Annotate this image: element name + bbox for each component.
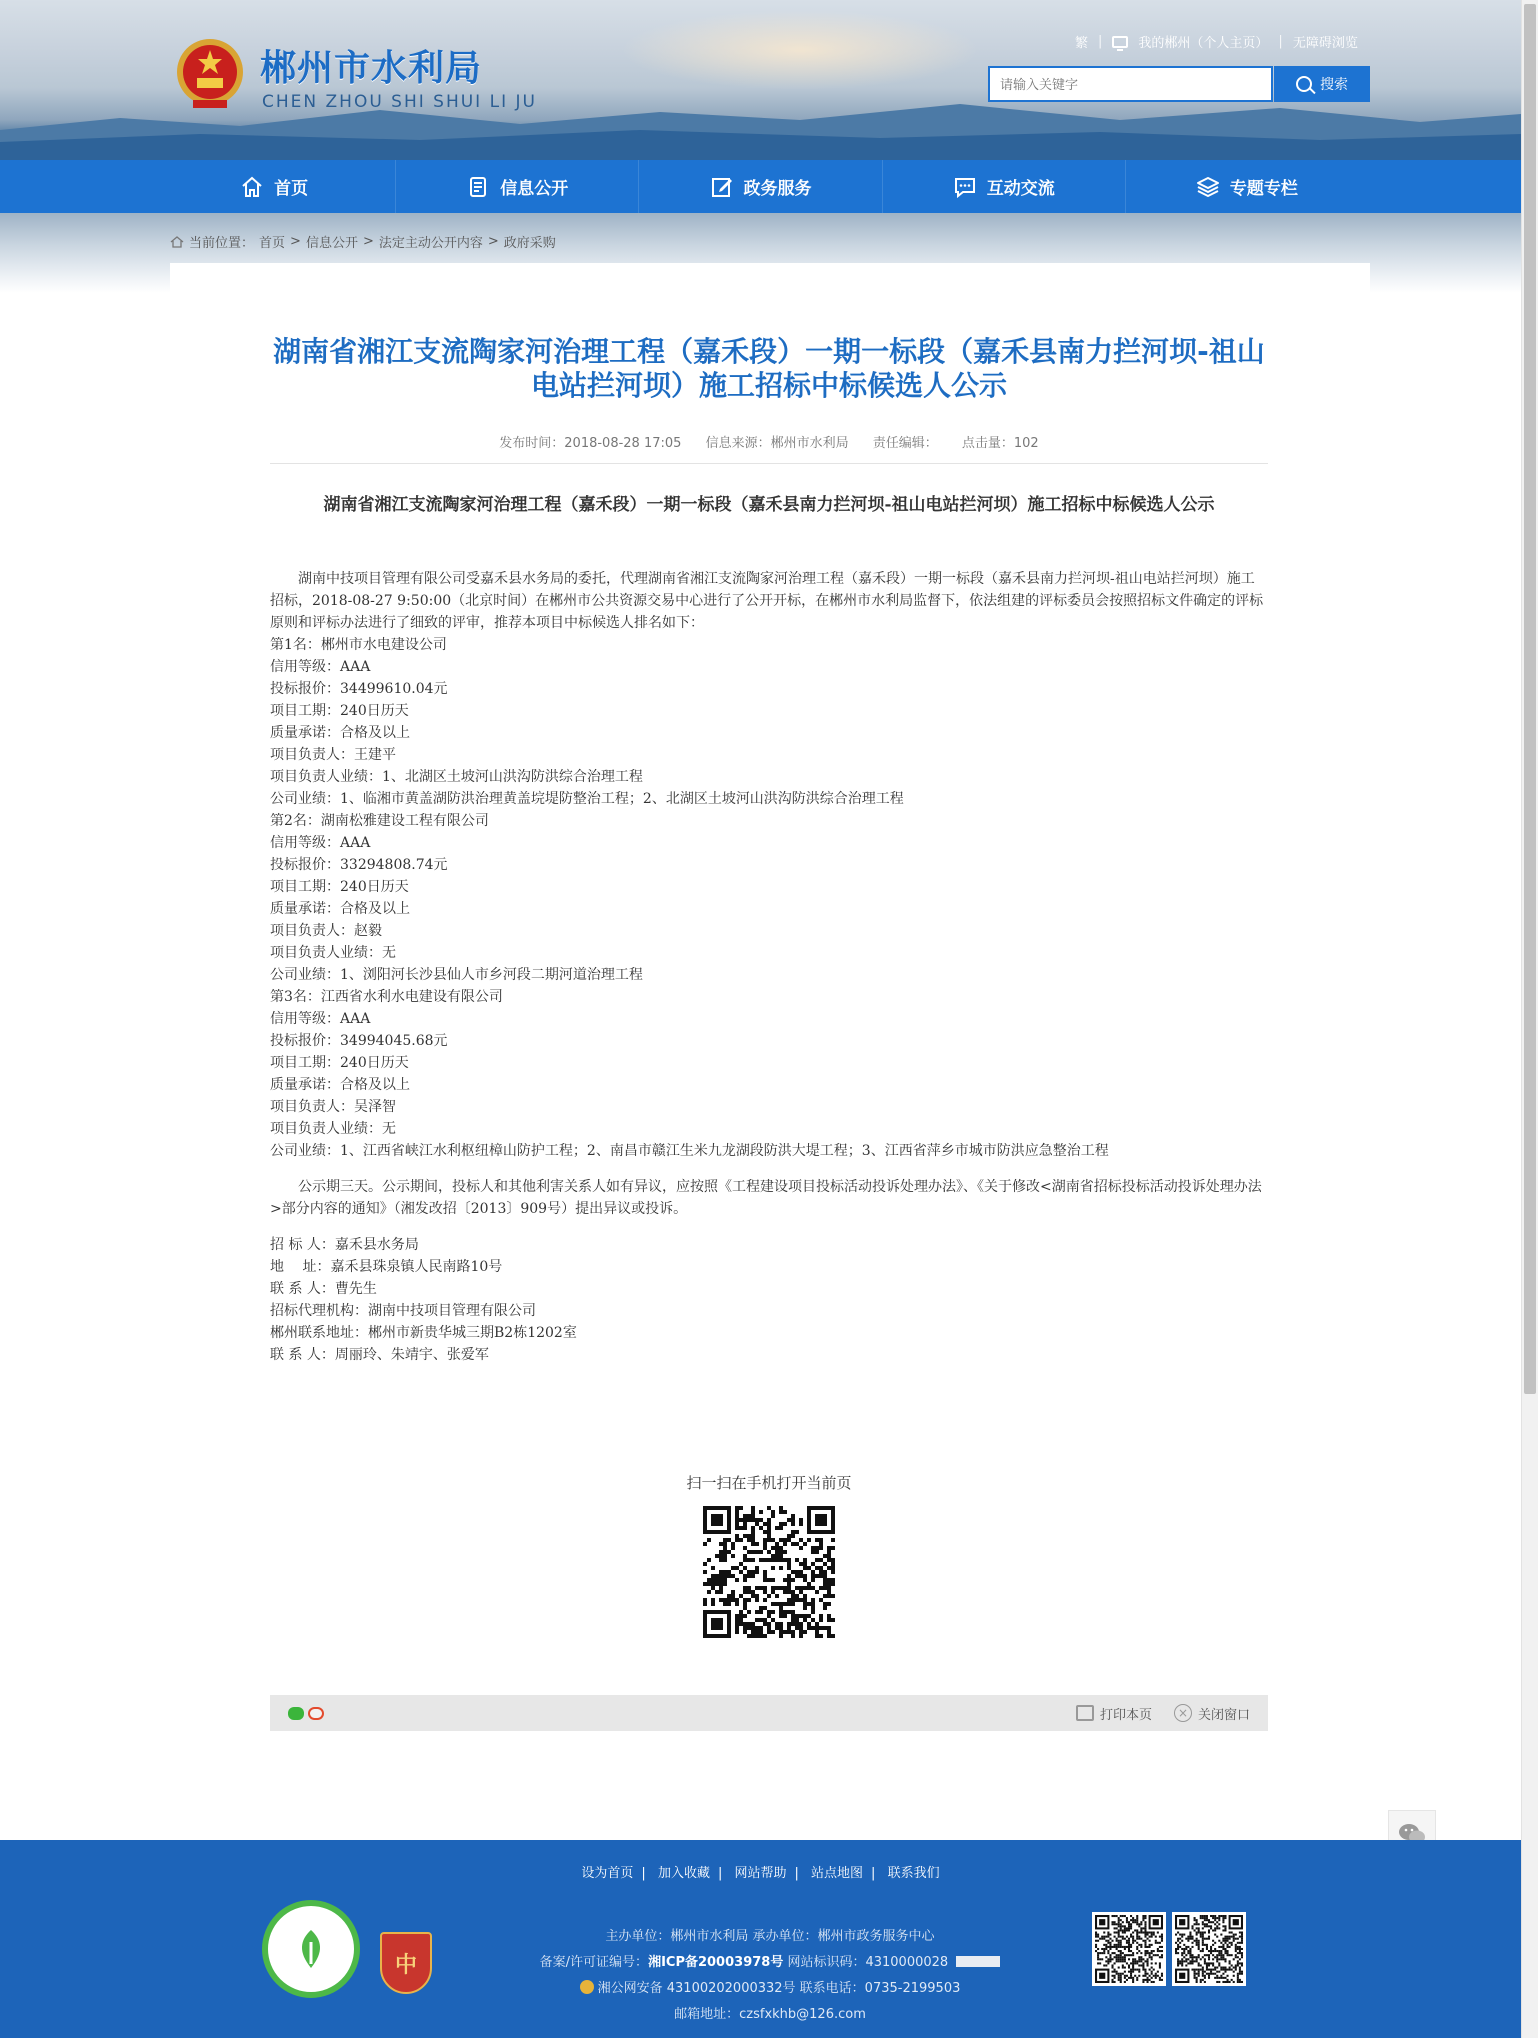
article-body [270,568,1268,1366]
footer-email: 邮箱地址：czsfxkhb@126.com [674,2007,866,2022]
nav-item-label: 信息公开 [500,179,569,199]
nav-item-home[interactable] [153,160,396,213]
print-page-label: 打印本页 [1099,1707,1152,1723]
icp-link[interactable]: 湘ICP备20003978号 [648,1955,784,1970]
article-title: 湖南省湘江支流陶家河治理工程（嘉禾段）一期一标段（嘉禾县南力拦河坝-祖山电站拦河坝）施工招标中标候选人公示 [273,335,1265,402]
info-source: 信息来源：郴州市水利局 [705,436,849,451]
contact-list [270,1234,1268,1366]
print-page-button[interactable] [1076,1704,1152,1723]
breadcrumb-prefix: 当前位置： [189,236,255,251]
contact-line: 郴州联系地址：郴州市新贵华城三期B2栋1202室 [270,1325,577,1341]
candidate-line: 项目负责人：赵毅 [270,923,382,939]
candidate-line: 第3名：江西省水利水电建设有限公司 [270,989,503,1005]
close-window-label: 关闭窗口 [1197,1707,1250,1723]
responsible-editor: 责任编辑： [872,436,938,451]
breadcrumb-separator: > [487,234,499,249]
close-icon: × [1174,1704,1192,1722]
close-window-button[interactable] [1174,1704,1250,1723]
top-links: 繁 | 我的郴州（个人主页） | 无障碍浏览 [1075,34,1358,51]
edit-icon [710,175,734,199]
traditional-chinese-link[interactable]: 繁 [1075,36,1089,51]
candidate-line: 投标报价：34994045.68元 [270,1033,448,1049]
nav-item-label: 首页 [274,179,309,199]
title-divider [270,463,1268,464]
candidate-line: 质量承诺：合格及以上 [270,1077,410,1093]
contact-line: 地 址：嘉禾县珠泉镇人民南路10号 [270,1259,503,1275]
candidate-line: 项目工期：240日历天 [270,1055,409,1071]
footer-record: 备案/许可证编号：湘ICP备20003978号 网站标识码：4310000028 [500,1950,1040,1976]
my-chenzhou-link[interactable]: 我的郴州（个人主页） [1138,36,1269,51]
candidate-line: 项目负责人：吴泽智 [270,1099,396,1115]
breadcrumb-info-disclosure[interactable]: 信息公开 [305,236,358,251]
qr-code-icon [703,1506,835,1638]
layers-icon [1196,175,1220,199]
candidate-line: 信用等级：AAA [270,1011,371,1027]
breadcrumb-separator: > [290,234,301,249]
footer-qr-code-1 [1092,1912,1166,1986]
candidate-line: 项目负责人业绩：无 [270,945,396,961]
nav-item-special-topics[interactable] [1126,160,1368,213]
site-logo-title[interactable]: 郴州市水利局 [260,48,483,89]
footer-links: 设为首页 | 加入收藏 | 网站帮助 | 站点地图 | 联系我们 [581,1866,940,1881]
national-emblem-icon [175,36,245,112]
monitor-icon [1112,36,1128,48]
wechat-share-icon[interactable] [288,1707,304,1720]
candidate-line: 第1名：郴州市水电建设公司 [270,637,447,653]
nav-item-info-disclosure[interactable] [396,160,639,213]
candidate-line: 公司业绩：1、浏阳河长沙县仙人市乡河段二期河道治理工程 [270,967,643,983]
article-subtitle: 湖南省湘江支流陶家河治理工程（嘉禾段）一期一标段（嘉禾县南力拦河坝-祖山电站拦河坝）施工招标中标候选人公示 [323,495,1215,515]
candidate-line: 公司业绩：1、临湘市黄盖湖防洪治理黄盖垸堤防整治工程；2、北湖区土坡河山洪沟防洪综合治理工程 [270,791,904,807]
candidate-line: 项目负责人：王建平 [270,747,396,763]
printer-icon [1076,1705,1094,1721]
nav-item-label: 政务服务 [743,179,812,199]
footer-link-homepage[interactable]: 设为首页 [581,1866,634,1881]
footer-sponsor: 主办单位：郴州市水利局 承办单位：郴州市政务服务中心 [605,1929,935,1944]
contact-line: 招 标 人：嘉禾县水务局 [270,1237,419,1253]
footer-police: 湘公网安备 43100202000332号 联系电话：0735-2199503 [500,1976,1040,2002]
article-notice: 公示期三天。公示期间，投标人和其他利害关系人如有异议，应按照《工程建设项目投标活动投诉处理办法》、《关于修改<湖南省招标投标活动投诉处理办法>部分内容的通知》（湘发改招〔2013〕909号）提出异议或投诉。 [270,1179,1262,1217]
click-count: 点击量：102 [961,436,1039,451]
contact-line: 联 系 人：曹先生 [270,1281,377,1297]
site-logo-subtitle: CHEN ZHOU SHI SHUI LI JU [262,92,537,112]
chat-icon [953,175,977,199]
home-icon [170,236,184,248]
article-intro: 湖南中技项目管理有限公司受嘉禾县水务局的委托，代理湖南省湘江支流陶家河治理工程（嘉禾段）一期一标段（嘉禾县南力拦河坝-祖山电站拦河坝）施工招标，2018-08-27 9:50:00（北京时间）在郴州市公共资源交易中心进行了公开开标，在郴州市水利局监督下，依法组建的评标委员会按照招标文件确定的评标原则和评标办法进行了细致的评审，推荐本项目中标候选人排名如下： [270,571,1264,631]
candidate-line: 信用等级：AAA [270,659,371,675]
publish-time: 发布时间：2018-08-28 17:05 [499,436,682,451]
footer [0,1840,1521,2038]
main-nav [0,160,1521,213]
qr-code-icon [1175,1915,1243,1983]
contact-line: 招标代理机构：湖南中技项目管理有限公司 [270,1303,536,1319]
civilized-website-badge-icon[interactable] [262,1900,360,1998]
breadcrumb-legal-disclosure[interactable]: 法定主动公开内容 [378,236,483,251]
footer-link-sitemap[interactable]: 站点地图 [811,1866,864,1881]
footer-link-contact[interactable]: 联系我们 [887,1866,940,1881]
candidate-line: 项目负责人业绩：1、北湖区土坡河山洪沟防洪综合治理工程 [270,769,643,785]
nav-item-interaction[interactable] [883,160,1126,213]
search-button-label: 搜索 [1320,77,1348,93]
candidate-line: 质量承诺：合格及以上 [270,725,410,741]
contact-line: 联 系 人：周丽玲、朱靖宇、张爱军 [270,1347,489,1363]
candidate-line: 项目工期：240日历天 [270,879,409,895]
candidate-line: 信用等级：AAA [270,835,371,851]
party-gov-badge-icon[interactable] [380,1932,432,1994]
candidate-line: 项目工期：240日历天 [270,703,409,719]
party-gov-badge-text: 中 [394,1952,417,1978]
scrollbar-track[interactable] [1521,0,1538,2038]
footer-info [500,1924,1040,2028]
breadcrumb-separator: > [362,234,374,249]
candidate-line: 第2名：湖南松雅建设工程有限公司 [270,813,489,829]
search-button[interactable] [1274,66,1370,102]
candidate-list [270,634,1268,1162]
document-icon [466,175,490,199]
search-icon [1296,76,1312,92]
qr-code-icon [1095,1915,1163,1983]
weibo-share-icon[interactable] [308,1707,324,1720]
breadcrumb-home[interactable]: 首页 [259,236,286,251]
candidate-line: 投标报价：34499610.04元 [270,681,448,697]
cnzz-stat-icon[interactable] [956,1956,1000,1967]
nav-item-label: 互动交流 [986,179,1055,199]
candidate-line: 质量承诺：合格及以上 [270,901,410,917]
scrollbar-thumb[interactable] [1524,4,1536,1394]
search-box [988,66,1273,102]
candidate-line: 项目负责人业绩：无 [270,1121,396,1137]
nav-item-gov-service[interactable] [639,160,882,213]
search-input[interactable] [990,68,1271,100]
footer-qr-code-2 [1172,1912,1246,1986]
qr-label: 扫一扫在手机打开当前页 [686,1474,852,1492]
article-meta [270,432,1268,451]
breadcrumb-gov-procurement[interactable]: 政府采购 [503,236,556,251]
candidate-line: 公司业绩：1、江西省峡江水利枢纽樟山防护工程；2、南昌市赣江生米九龙湖段防洪大堤工程；3、江西省萍乡市城市防洪应急整治工程 [270,1143,1109,1159]
breadcrumb [170,232,556,251]
footer-link-favorite[interactable]: 加入收藏 [657,1866,710,1881]
candidate-line: 投标报价：33294808.74元 [270,857,448,873]
police-badge-icon [580,1980,594,1994]
share-bar [270,1695,1268,1731]
accessibility-link[interactable]: 无障碍浏览 [1292,36,1358,51]
footer-link-help[interactable]: 网站帮助 [734,1866,787,1881]
home-icon [240,175,264,199]
nav-item-label: 专题专栏 [1229,179,1298,199]
